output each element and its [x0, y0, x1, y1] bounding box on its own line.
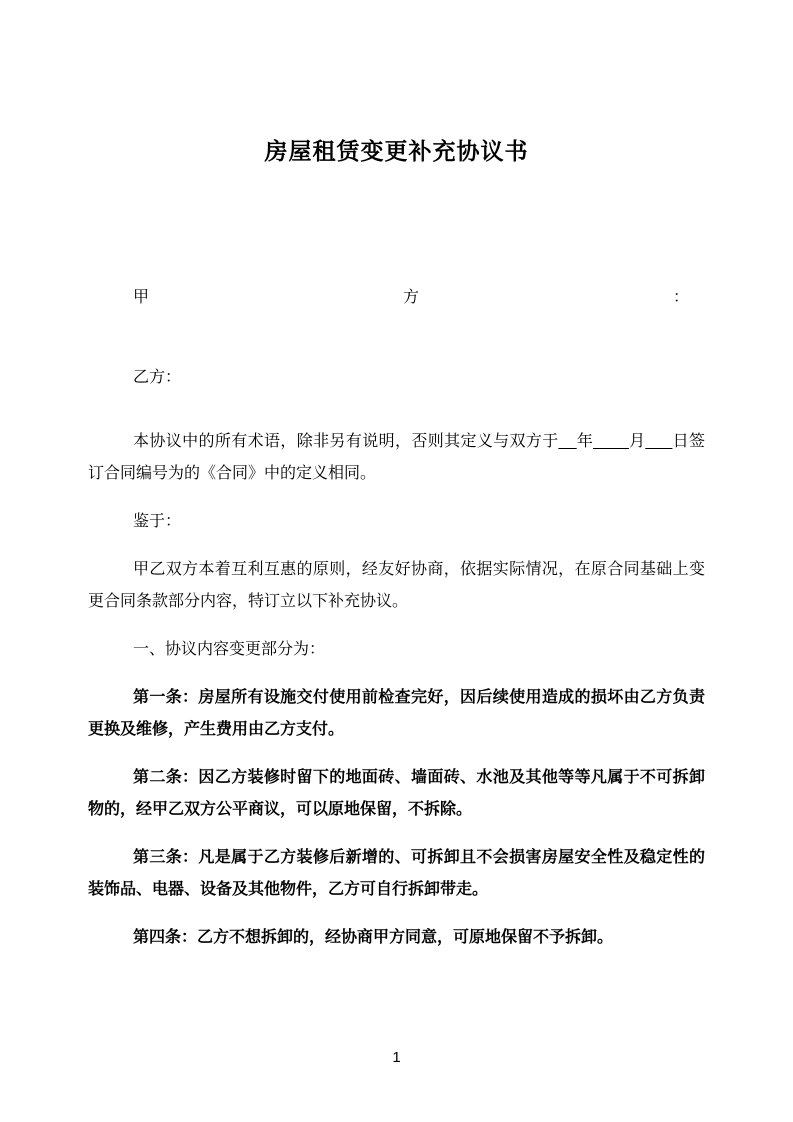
- clause-paragraph-4: 第四条：乙方不想拆卸的，经协商甲方同意，可原地保留不予拆卸。: [133, 929, 614, 946]
- preamble-paragraph: 本协议中的所有术语，除非另有说明，否则其定义与双方于__年____月___日签订合同编号为的《合同》中的定义相同。: [88, 433, 705, 482]
- section-heading: 一、协议内容变更部分为：: [133, 641, 326, 658]
- clause-paragraph-3: 第三条：凡是属于乙方装修后新增的、可拆卸且不会损害房屋安全性及稳定性的装饰品、电器、设备及其他物件，乙方可自行拆卸带走。: [88, 849, 705, 898]
- basis-paragraph: 甲乙双方本着互利互惠的原则，经友好协商，依据实际情况，在原合同基础上变更合同条款部分内容，特订立以下补充协议。: [88, 561, 705, 610]
- whereas-label: 鉴于：: [133, 513, 182, 530]
- party-a-line: [133, 282, 689, 314]
- party-b-label: 乙方：: [133, 369, 182, 386]
- clause-paragraph-1: 第一条：房屋所有设施交付使用前检查完好，因后续使用造成的损坏由乙方负责更换及维修，产生费用由乙方支付。: [88, 689, 705, 738]
- party-a-colon: ：: [672, 289, 689, 306]
- party-a-char-fang: 方: [402, 289, 419, 306]
- clause-paragraph-2: 第二条：因乙方装修时留下的地面砖、墙面砖、水池及其他等等凡属于不可拆卸物的，经甲乙双方公平商议，可以原地保留，不拆除。: [88, 769, 705, 818]
- party-a-char-jia: 甲: [133, 289, 150, 306]
- page-number: 1: [392, 1049, 401, 1066]
- document-title: 房屋租赁变更补充协议书: [264, 138, 529, 164]
